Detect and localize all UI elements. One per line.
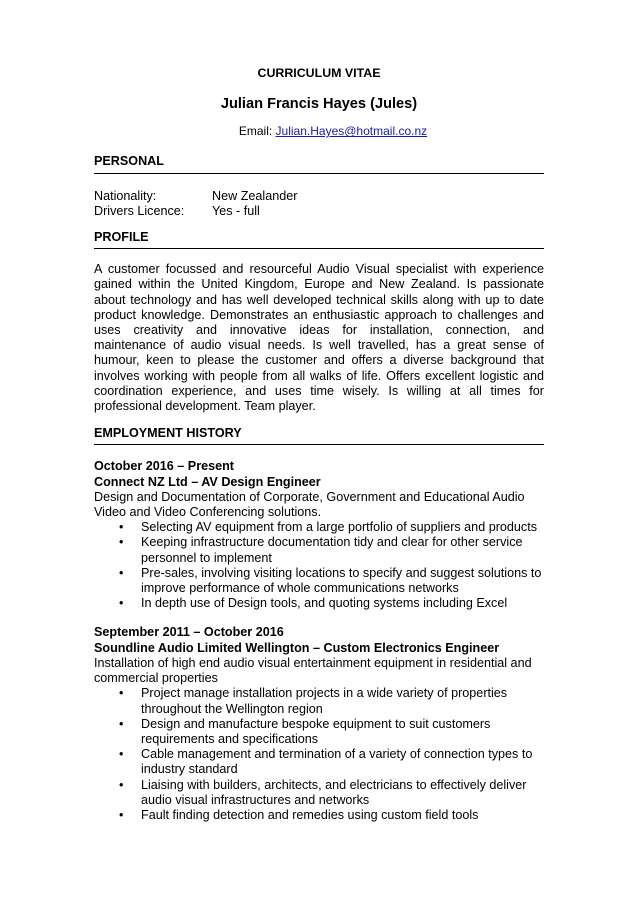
job-entry-soundline [94,625,544,823]
bullet-text: In depth use of Design tools, and quoting systems including Excel [141,596,508,611]
list-item [119,747,544,777]
bullet-icon: • [119,596,124,611]
job-date: October 2016 – Present [94,459,235,474]
job-bullet-list [94,686,544,823]
list-item [119,808,544,823]
job-title: Connect NZ Ltd – AV Design Engineer [94,474,321,489]
profile-paragraph: A customer focussed and resourceful Audio Visual specialist with experience gained within the United Kingdom, Europe and New Zealand. Is passionate about technology and has well developed technical skills along with up to date product knowledge. Demonstrates an enthusiastic approach to challenges and uses creativity and innovative ideas for installation, connection, and maintenance of audio visual needs. Is well travelled, has a great sense of humour, keen to please the customer and offers a diverse background that involves working with people from all walks of life. Offers excellent logistic and coordination experience, and uses time wisely. Is willing at all times for professional development. Team player. [94,262,544,414]
list-item [119,686,544,716]
section-heading-employment: EMPLOYMENT HISTORY [94,426,544,445]
bullet-text: Design and manufacture bespoke equipment to suit customers requirements and specifications [141,716,491,746]
personal-row-licence [94,204,544,219]
bullet-icon: • [119,777,124,792]
bullet-icon: • [119,520,124,535]
bullet-icon: • [119,716,124,731]
list-item [119,596,544,611]
personal-row-nationality [94,189,544,204]
section-heading-profile: PROFILE [94,230,544,249]
bullet-icon: • [119,686,124,701]
job-description: Installation of high end audio visual entertainment equipment in residential and commercial properties [94,655,532,686]
bullet-icon: • [119,565,124,580]
bullet-text: Liaising with builders, architects, and electricians to effectively deliver audio visual infrastructures and networks [141,777,527,807]
email-link[interactable]: Julian.Hayes@hotmail.co.nz [275,124,428,139]
bullet-text: Keeping infrastructure documentation tidy and clear for other service personnel to implement [141,535,523,565]
job-description: Design and Documentation of Corporate, Government and Educational Audio Video and Video Conferencing solutions. [94,489,525,520]
personal-value: New Zealander [212,188,298,203]
list-item [119,535,544,565]
email-line [94,124,544,139]
bullet-icon: • [119,535,124,550]
candidate-name: Julian Francis Hayes (Jules) [220,96,418,113]
bullet-text: Project manage installation projects in a wide variety of properties throughout the Wellington region [141,686,508,716]
bullet-icon: • [119,747,124,762]
job-date: September 2011 – October 2016 [94,625,284,640]
personal-label: Nationality: [94,188,157,203]
email-label: Email: [238,124,276,139]
personal-value: Yes - full [212,203,260,218]
personal-details [94,189,544,219]
bullet-text: Fault finding detection and remedies using custom field tools [141,807,479,822]
section-heading-personal: PERSONAL [94,154,544,173]
list-item [119,520,544,535]
job-entry-connect-nz [94,459,544,611]
personal-label: Drivers Licence: [94,203,185,218]
list-item [119,566,544,596]
bullet-text: Selecting AV equipment from a large portfolio of suppliers and products [141,520,537,535]
list-item [119,717,544,747]
bullet-icon: • [119,807,124,822]
document-title: CURRICULUM VITAE [257,66,381,80]
bullet-text: Cable management and termination of a variety of connection types to industry standard [141,747,533,777]
bullet-text: Pre-sales, involving visiting locations to specify and suggest solutions to improve performance of whole communications networks [141,565,542,596]
job-bullet-list [94,520,544,611]
list-item [119,778,544,808]
job-title: Soundline Audio Limited Wellington – Custom Electronics Engineer [94,640,500,655]
